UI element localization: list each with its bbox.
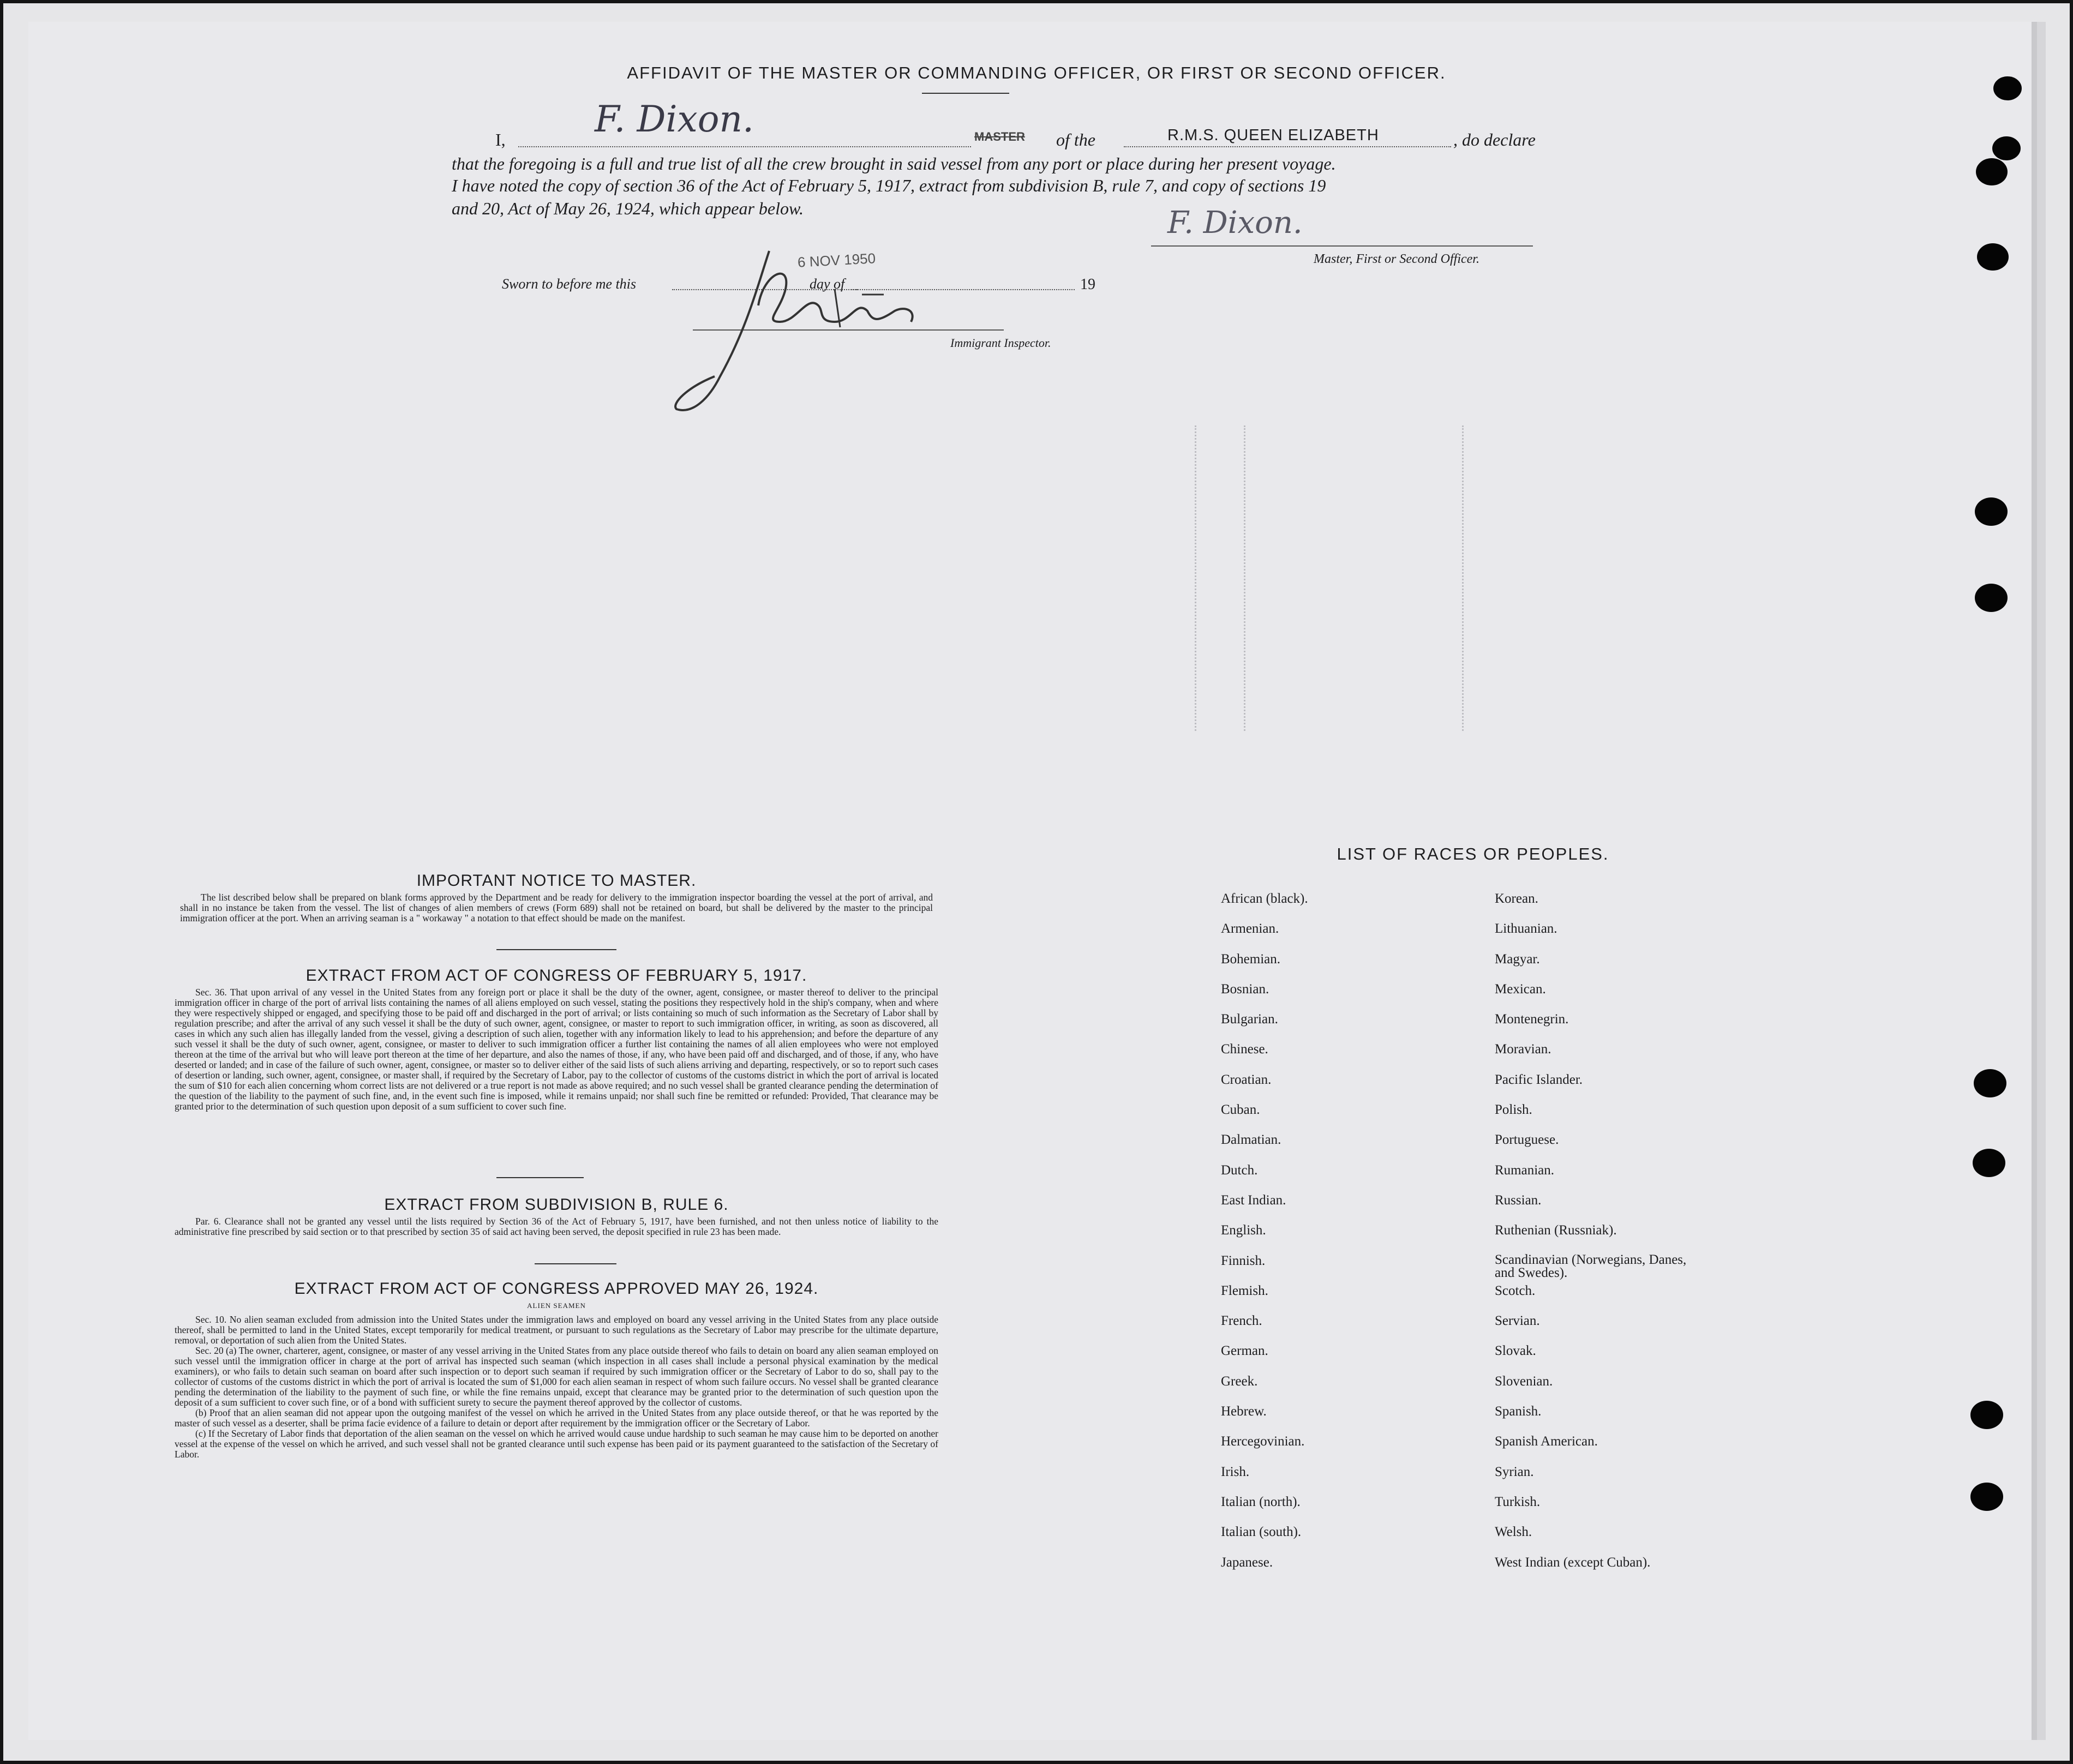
- races-column-2: [1495, 891, 1702, 1585]
- race-item: Japanese.: [1221, 1555, 1273, 1570]
- race-item: Irish.: [1221, 1464, 1250, 1479]
- race-item: Mexican.: [1495, 981, 1546, 997]
- of-the-label: of the: [1056, 130, 1095, 149]
- race-item: Welsh.: [1495, 1525, 1532, 1540]
- punch-hole: [1970, 1483, 2003, 1511]
- punch-hole: [1975, 497, 2008, 526]
- race-item: East Indian.: [1221, 1192, 1286, 1208]
- act-1924-body: [175, 1315, 938, 1460]
- affidavit-line1-prefix: I,: [495, 130, 506, 149]
- act-1924-sec20b: (b) Proof that an alien seaman did not appear upon the outgoing manifest of the vessel on which he arrived in the United States from any place outside thereof, or that he was reported by the master of such vessel as a deserter, shall be prima facie evidence of a failure to detain or deport after requirement by the immigration officer or the Secretary of Labor.: [175, 1407, 938, 1429]
- race-item: Dutch.: [1221, 1162, 1258, 1178]
- race-item: Scotch.: [1495, 1283, 1536, 1298]
- race-item: Russian.: [1495, 1192, 1542, 1208]
- race-item: Hebrew.: [1221, 1404, 1267, 1419]
- race-item: Scandinavian (Norwegians, Danes, and Swedes).: [1495, 1252, 1687, 1280]
- important-notice-title: IMPORTANT NOTICE TO MASTER.: [416, 872, 697, 890]
- race-item: Bulgarian.: [1221, 1012, 1278, 1027]
- subdivision-b-body: [175, 1216, 938, 1237]
- punch-hole: [1973, 1149, 2005, 1177]
- master-signature: F. Dixon.: [1167, 205, 1303, 241]
- section-rule: [535, 1263, 616, 1264]
- year-prefix: 19: [1080, 276, 1095, 293]
- faint-rule: [1462, 425, 1466, 731]
- race-item: Chinese.: [1221, 1042, 1268, 1057]
- section-rule: [496, 949, 616, 950]
- title-rule: [922, 93, 1009, 94]
- subdivision-b-text: Par. 6. Clearance shall not be granted any vessel until the lists required by Section 36 of the Act of February 5, 1917, have been furnished, and not then unless notice of liability to the administrative fine prescribed by said section or to that prescribed by section 35 of said act having been served, the deposit specified in rule 23 has been made.: [175, 1216, 938, 1237]
- race-item: Turkish.: [1495, 1494, 1541, 1509]
- race-item: Polish.: [1495, 1102, 1532, 1118]
- vessel-name: R.M.S. QUEEN ELIZABETH: [1167, 127, 1379, 144]
- signature-rule: [1151, 245, 1533, 247]
- master-name-handwritten: F. Dixon.: [595, 98, 754, 140]
- race-item: French.: [1221, 1313, 1262, 1329]
- vessel-fill-line: [1124, 146, 1451, 147]
- inspector-signature: [655, 240, 960, 420]
- race-item: Greek.: [1221, 1373, 1258, 1389]
- race-item: German.: [1221, 1343, 1268, 1359]
- punch-hole: [1970, 1401, 2003, 1429]
- inspector-caption: Immigrant Inspector.: [950, 336, 1051, 350]
- act-1924-sec20a: Sec. 20 (a) The owner, charterer, agent, consignee, or master of any vessel arriving in the United States from any place outside thereof who fails to detain on board any alien seaman employed on such vessel until the immigration officer in charge at the port of arrival has inspected such seaman (which inspection in all cases shall include a personal physical examination by the medical examiners), or who fails to detain such seaman on board after such inspection or to deport such seaman if required by such immigration officer or the Secretary of Labor to do so, shall pay to the collector of customs of the customs district in which the port of arrival is located the sum of $1,000 for each alien seaman in respect of whom such failure occurs. No vessel shall be granted clearance pending the determination of the liability to the payment of such fine, or while the fine remains unpaid, except that clearance may be granted prior to the determination of such question upon the deposit of a sum sufficient to cover such fine, or of a bond with sufficient surety to secure the payment thereof approved by the collector of customs.: [175, 1345, 938, 1408]
- punch-hole: [1992, 136, 2021, 160]
- subdivision-b-title: EXTRACT FROM SUBDIVISION B, RULE 6.: [384, 1196, 729, 1214]
- race-item: Syrian.: [1495, 1464, 1534, 1479]
- faint-rule: [1195, 425, 1199, 731]
- race-item: Italian (north).: [1221, 1494, 1301, 1509]
- act-1917-text: Sec. 36. That upon arrival of any vessel in the United States from any foreign port or place it shall be the duty of the owner, agent, consignee, or master thereof to deliver to the principal immigration officer in charge of the port of arrival lists containing the names of all aliens employed on such vessel, stating the positions they respectively hold in the ship's company, when and where they were respectively shipped or engaged, and specifying those to be paid off and discharged in the port of arrival; or lists containing so much of such information as the Secretary of Labor shall by regulation prescribe; and after the arrival of any such vessel it shall be the duty of such owner, agent, consignee, or master to report to such immigration officer, in writing, as soon as discovered, all cases in which any such alien has illegally landed from the vessel, giving a description of such alien, together with any information likely to lead to his apprehension; and before the departure of any such vessel it shall be the duty of such owner, agent, consignee, or master to deliver to such immigration officer a further list containing the names of all alien employees who were not employed thereon at the time of the arrival but who will leave port thereon at the time of her departure, and also the names of those, if any, who have been paid off and discharged, and of those, if any, who have deserted or landed; and in case of the failure of such owner, agent, consignee, or master so to deliver either of the said lists of such aliens arriving and departing, respectively, or so to report such cases of desertion or landing, such owner, agent, consignee, or master shall, if required by the Secretary of Labor, pay to the collector of customs of the customs district in which the port of arrival is located the sum of $10 for each alien concerning whom correct lists are not delivered or a true report is not made as above required; and no such vessel shall be granted clearance pending the determination of the question of the liability to the payment of such fine, and, in the event such fine is imposed, while it remains unpaid; nor shall such fine be remitted or refunded: Provided, That clearance may be granted prior to the determination of such question upon deposit of a sum sufficient to cover such fine.: [175, 987, 938, 1112]
- race-item: Magyar.: [1495, 951, 1540, 967]
- race-item: Armenian.: [1221, 921, 1279, 937]
- affidavit-line3: I have noted the copy of section 36 of the Act of February 5, 1917, extract from subdivision B, rule 7, and copy of sections 19: [452, 176, 1326, 195]
- faint-rule: [1244, 425, 1248, 731]
- affidavit-title: AFFIDAVIT OF THE MASTER OR COMMANDING OFFICER, OR FIRST OR SECOND OFFICER.: [627, 63, 1446, 82]
- signature-caption: Master, First or Second Officer.: [1314, 252, 1479, 266]
- race-item: Pacific Islander.: [1495, 1072, 1583, 1087]
- race-item: Moravian.: [1495, 1042, 1551, 1057]
- race-item: Dalmatian.: [1221, 1132, 1281, 1148]
- day-of-label: day of: [810, 276, 845, 292]
- punch-hole: [1977, 243, 2009, 271]
- section-rule: [496, 1177, 584, 1178]
- race-item: Bohemian.: [1221, 951, 1281, 967]
- race-item: Ruthenian (Russniak).: [1495, 1223, 1617, 1238]
- race-item: Croatian.: [1221, 1072, 1272, 1087]
- race-item: Montenegrin.: [1495, 1012, 1569, 1027]
- do-declare-label: , do declare: [1453, 130, 1536, 149]
- affidavit-line4: and 20, Act of May 26, 1924, which appear below.: [452, 199, 804, 218]
- act-1924-subtitle: ALIEN SEAMEN: [527, 1301, 586, 1310]
- race-item: English.: [1221, 1223, 1266, 1238]
- races-title: LIST OF RACES OR PEOPLES.: [1337, 844, 1609, 863]
- race-item: Lithuanian.: [1495, 921, 1557, 937]
- race-item: Bosnian.: [1221, 981, 1269, 997]
- race-item: Portuguese.: [1495, 1132, 1559, 1148]
- race-item: Slovak.: [1495, 1343, 1536, 1359]
- affidavit-line2: that the foregoing is a full and true list of all the crew brought in said vessel from any port or place during her present voyage.: [452, 154, 1336, 173]
- date-stamp: 6 NOV 1950: [797, 250, 876, 271]
- act-1924-title: EXTRACT FROM ACT OF CONGRESS APPROVED MAY 26, 1924.: [294, 1280, 819, 1298]
- important-notice-body: [180, 892, 933, 923]
- act-1917-title: EXTRACT FROM ACT OF CONGRESS OF FEBRUARY 5, 1917.: [305, 967, 807, 985]
- race-item: Rumanian.: [1495, 1162, 1555, 1178]
- race-item: Korean.: [1495, 891, 1538, 906]
- race-item: Finnish.: [1221, 1253, 1266, 1268]
- race-item: Italian (south).: [1221, 1525, 1302, 1540]
- act-1917-body: [175, 987, 938, 1112]
- race-item: Servian.: [1495, 1313, 1540, 1329]
- act-1924-sec10: Sec. 10. No alien seaman excluded from admission into the United States under the immigration laws and employed on board any vessel arriving in the United States from any place outside thereof, shall be permitted to land in the United States, except temporarily for medical treatment, or pursuant to such regulations as the Secretary of Labor may prescribe for the ultimate departure, removal, or deportation of such alien from the United States.: [175, 1314, 938, 1346]
- race-item: West Indian (except Cuban).: [1495, 1555, 1651, 1570]
- race-item: Flemish.: [1221, 1283, 1268, 1298]
- punch-hole: [1975, 584, 2008, 612]
- sworn-text: Sworn to before me this: [502, 276, 637, 292]
- race-item: Hercegovinian.: [1221, 1434, 1305, 1449]
- race-item: African (black).: [1221, 891, 1308, 906]
- races-column-1: [1221, 891, 1308, 1585]
- race-item: Spanish.: [1495, 1404, 1542, 1419]
- punch-hole: [1974, 1069, 2006, 1097]
- punch-hole: [1976, 158, 2008, 185]
- master-label: MASTER: [974, 130, 1025, 143]
- race-item: Spanish American.: [1495, 1434, 1598, 1449]
- act-1924-sec20c: (c) If the Secretary of Labor finds that deportation of the alien seaman on the vessel on which he arrived would cause undue hardship to such seaman he may cause him to be deported on another vessel at the expense of the vessel on which he arrived, and such vessel shall not be granted clearance until such expense has been paid or its payment guaranteed to the satisfaction of the Secretary of Labor.: [175, 1428, 938, 1460]
- important-notice-text: The list described below shall be prepared on blank forms approved by the Department and be ready for delivery to the immigration inspector boarding the vessel at the port of arrival, and shall in no instance be taken from the vessel. The list of changes of alien members of crews (Form 689) shall not be retained on board, but shall be delivered by the master to the principal immigration officer at the port. When an arriving seaman is a " workaway " a notation to that effect should be made on the manifest.: [180, 892, 933, 923]
- name-fill-line: [518, 146, 971, 147]
- race-item: Cuban.: [1221, 1102, 1260, 1118]
- race-item: Slovenian.: [1495, 1373, 1553, 1389]
